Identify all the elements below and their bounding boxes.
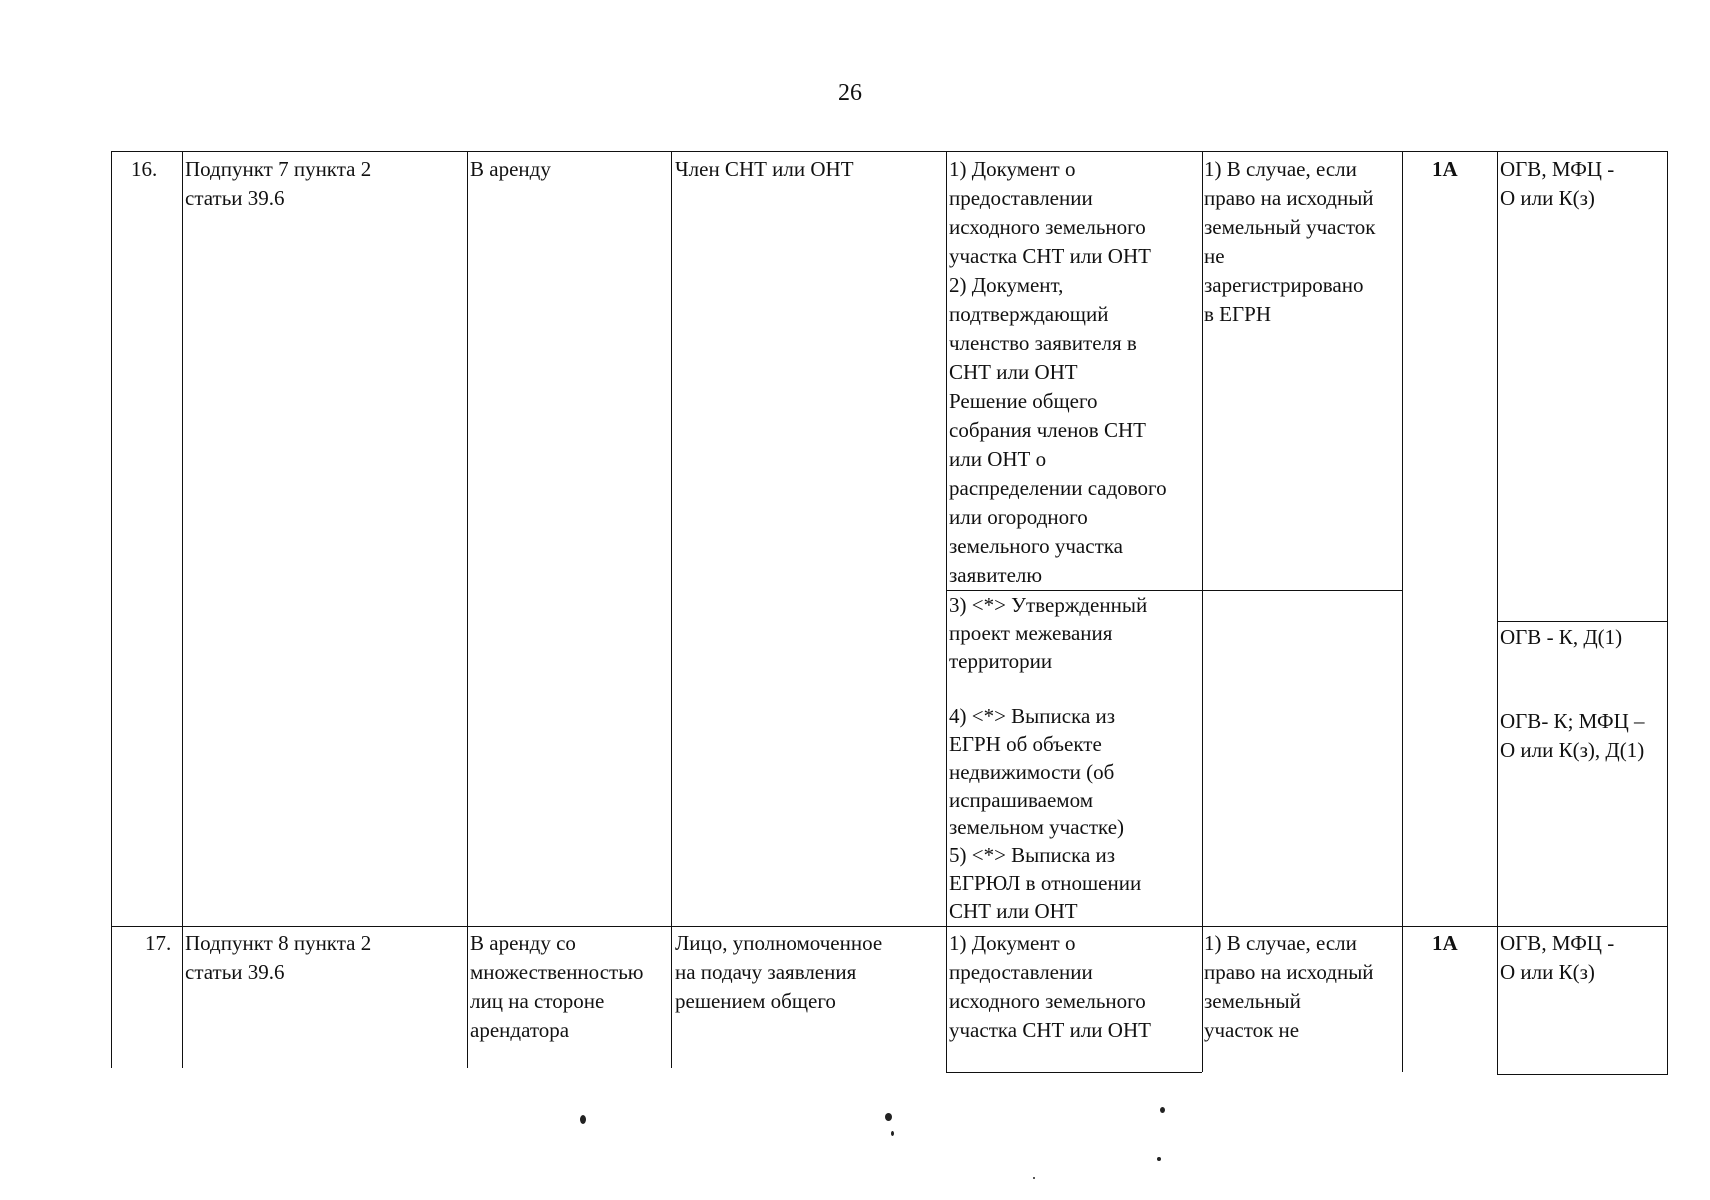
scan-speck bbox=[885, 1113, 892, 1121]
col-border bbox=[1202, 151, 1203, 1072]
code: 1А bbox=[1432, 157, 1458, 181]
source-primary: ОГВ, МФЦ - О или К(з) bbox=[1500, 931, 1615, 984]
col-border bbox=[1402, 151, 1403, 1072]
source-cell-divider bbox=[1497, 621, 1668, 622]
col-border bbox=[467, 151, 468, 1068]
documents-extra: 3) <*> Утвержденный проект межевания территории 4) <*> Выписка из ЕГРН об объекте недвижимости (об испрашиваемом земельном участке) 5) <*> Выписка из ЕГРЮЛ в отношении СНТ или ОНТ bbox=[949, 593, 1148, 923]
documents-main: 1) Документ о предоставлении исходного земельного участка СНТ или ОНТ 2) Документ, подтверждающий членство заявителя в СНТ или ОНТ Решение общего собрания членов СНТ или ОНТ о распределении садового или огородного земельного участка заявителю bbox=[949, 157, 1167, 587]
provision-form: В аренду со множественностью лиц на стороне арендатора bbox=[470, 931, 644, 1042]
col-border bbox=[946, 151, 947, 1072]
legal-basis: Подпункт 8 пункта 2 статьи 39.6 bbox=[185, 931, 372, 984]
source-tertiary: ОГВ- К; МФЦ – О или К(з), Д(1) bbox=[1500, 709, 1645, 762]
scan-speck bbox=[580, 1115, 586, 1124]
col-border bbox=[671, 151, 672, 1068]
source-secondary: ОГВ - К, Д(1) bbox=[1500, 625, 1623, 649]
table-right-border bbox=[1667, 151, 1668, 1074]
documents-main: 1) Документ о предоставлении исходного земельного участка СНТ или ОНТ bbox=[949, 931, 1151, 1042]
legal-basis: Подпункт 7 пункта 2 статьи 39.6 bbox=[185, 157, 372, 210]
page-number: 26 bbox=[838, 80, 862, 106]
source-primary: ОГВ, МФЦ - О или К(з) bbox=[1500, 157, 1615, 210]
source-cell-bottom bbox=[1497, 1074, 1668, 1075]
scan-speck bbox=[1157, 1157, 1161, 1161]
docs-cell-divider bbox=[946, 590, 1402, 591]
scan-speck bbox=[891, 1131, 894, 1136]
row-number: 16. bbox=[131, 157, 158, 181]
docs-cell-bottom bbox=[946, 1072, 1202, 1073]
col-border bbox=[182, 151, 183, 1068]
scan-speck bbox=[1033, 1177, 1035, 1179]
applicant: Лицо, уполномоченное на подачу заявления решением общего bbox=[675, 931, 883, 1013]
scan-speck bbox=[1160, 1107, 1165, 1113]
col-border bbox=[1497, 151, 1498, 1074]
table-top-border bbox=[111, 151, 1668, 152]
condition: 1) В случае, если право на исходный земельный участок не зарегистрировано в ЕГРН bbox=[1204, 157, 1376, 326]
condition: 1) В случае, если право на исходный земельный участок не bbox=[1204, 931, 1374, 1042]
row-divider bbox=[111, 926, 1668, 927]
col-border bbox=[111, 151, 112, 1068]
applicant: Член СНТ или ОНТ bbox=[675, 157, 854, 181]
provision-form: В аренду bbox=[470, 157, 551, 181]
row-number: 17. bbox=[145, 931, 172, 955]
code: 1А bbox=[1432, 931, 1458, 955]
